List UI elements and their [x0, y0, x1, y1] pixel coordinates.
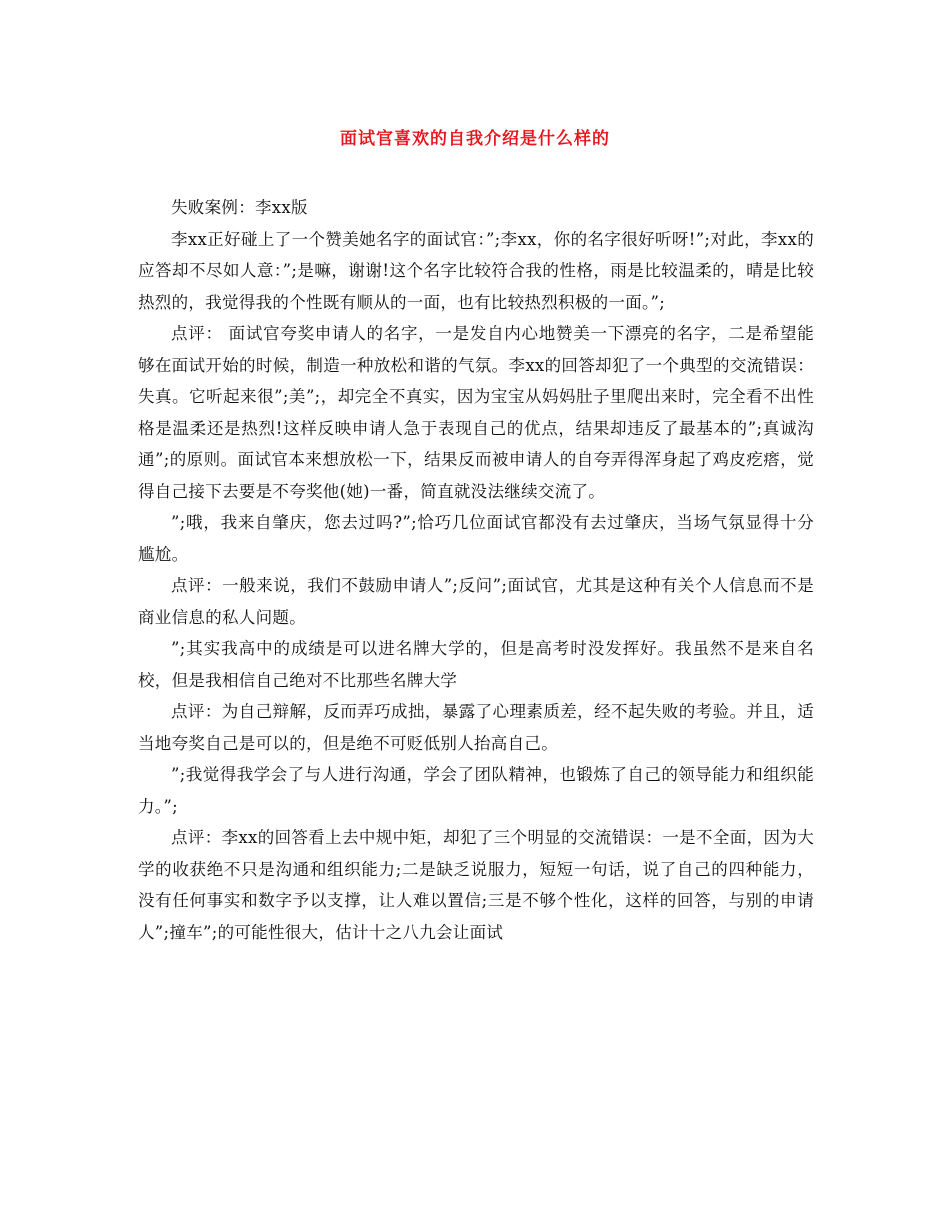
paragraph: ”;我觉得我学会了与人进行沟通，学会了团队精神，也锻炼了自己的领导能力和组织能力。”;	[138, 765, 814, 816]
document-body	[138, 192, 814, 948]
paragraph: 点评： 面试官夸奖申请人的名字，一是发自内心地赞美一下漂亮的名字，二是希望能够在面试开始的时候，制造一种放松和谐的气氛。李xx的回答却犯了一个典型的交流错误：失真。它听起来很”;美”;，却完全不真实，因为宝宝从妈妈肚子里爬出来时，完全看不出性格是温柔还是热烈!这样反映申请人急于表现自己的优点，结果却违反了最基本的”;真诚沟通”;的原则。面试官本来想放松一下，结果反而被申请人的自夸弄得浑身起了鸡皮疙瘩，觉得自己接下去要是不夸奖他(她)一番，简直就没法继续交流了。	[138, 324, 814, 501]
paragraph: 点评：为自己辩解，反而弄巧成拙，暴露了心理素质差，经不起失败的考验。并且，适当地夸奖自己是可以的，但是绝不可贬低别人抬高自己。	[138, 702, 814, 753]
document-title: 面试官喜欢的自我介绍是什么样的	[340, 129, 610, 149]
paragraph: ”;哦，我来自肇庆，您去过吗?”;恰巧几位面试官都没有去过肇庆，当场气氛显得十分尴尬。	[138, 513, 814, 564]
paragraph: 点评：李xx的回答看上去中规中矩，却犯了三个明显的交流错误：一是不全面，因为大学的收获绝不只是沟通和组织能力;二是缺乏说服力，短短一句话，说了自己的四种能力，没有任何事实和数字予以支撑，让人难以置信;三是不够个性化，这样的回答，与别的申请人”;撞车”;的可能性很大，估计十之八九会让面试	[138, 828, 814, 942]
paragraph: 失败案例：李xx版	[171, 198, 308, 217]
paragraph: 点评：一般来说，我们不鼓励申请人”;反问”;面试官，尤其是这种有关个人信息而不是商业信息的私人问题。	[138, 576, 814, 627]
paragraph: 李xx正好碰上了一个赞美她名字的面试官：”;李xx，你的名字很好听呀!”;对此，李xx的应答却不尽如人意：”;是嘛，谢谢!这个名字比较符合我的性格，雨是比较温柔的，晴是比较热烈的，我觉得我的个性既有顺从的一面，也有比较热烈积极的一面。”;	[138, 229, 814, 312]
paragraph: ”;其实我高中的成绩是可以进名牌大学的，但是高考时没发挥好。我虽然不是来自名校，但是我相信自己绝对不比那些名牌大学	[138, 639, 814, 690]
